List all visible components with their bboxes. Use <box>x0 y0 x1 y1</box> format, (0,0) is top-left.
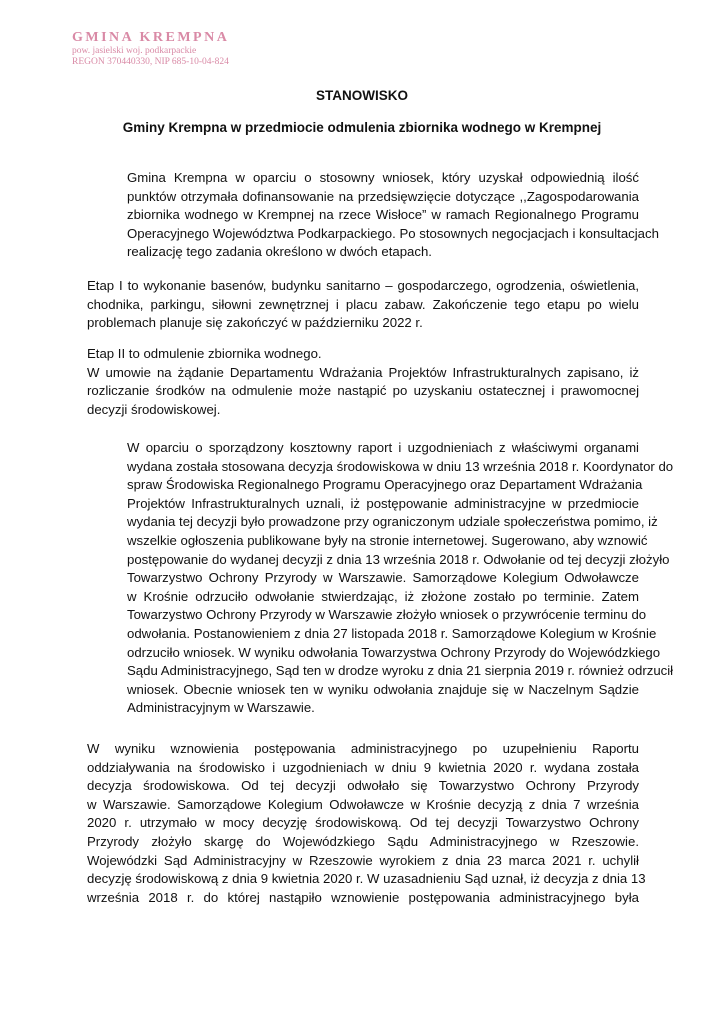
text-line: spraw Środowiska Regionalnego Programu Operacyjnego oraz Departament Wdrażania <box>127 477 643 493</box>
text-line: wszelkie ogłoszenia publikowane były na stronie internetowej. Sugerowano, aby wznowić <box>127 532 648 548</box>
text-line: Wojewódzki Sąd Administracyjny w Rzeszowie wyrokiem z dnia 23 marca 2021 r. uchylił <box>87 852 639 868</box>
text-line: 2020 r. utrzymało w mocy decyzję środowiskową. Od tej decyzji Towarzystwo Ochrony <box>87 815 639 831</box>
text-line: w Krośnie odrzuciło odwołanie stwierdzając, iż złożone zostało po terminie. Zatem <box>127 588 639 604</box>
paragraph-stage-one <box>87 277 639 333</box>
text-line: odwołania. Postanowieniem z dnia 27 listopada 2018 r. Samorządowe Kolegium w Krośnie <box>127 625 657 641</box>
text-line: Etap II to odmulenie zbiornika wodnego. <box>87 346 322 361</box>
text-line: decyzja środowiskowa. Od tej decyzji odwołało się Towarzystwo Ochrony Przyrody <box>87 778 639 794</box>
text-line: Etap I to wykonanie basenów, budynku sanitarno – gospodarczego, ogrodzenia, oświetlenia, <box>87 278 639 293</box>
stamp-name: GMINA KREMPNA <box>72 30 230 45</box>
text-line: realizację tego zadania określono w dwóch etapach. <box>127 244 432 260</box>
paragraph-stage-two <box>87 345 639 419</box>
text-line: Gmina Krempna w oparciu o stosowny wniosek, który uzyskał odpowiednią ilość <box>127 170 639 185</box>
text-line: Towarzystwo Ochrony Przyrody w Warszawie złożyło wniosek o przywrócenie terminu do <box>127 607 647 623</box>
stamp-district: pow. jasielski woj. podkarpackie <box>72 46 197 57</box>
text-line: Projektów Infrastrukturalnych uznali, iż postępowanie administracyjne w przedmiocie <box>127 495 639 511</box>
text-line: w Warszawie. Samorządowe Kolegium Odwoławcze w Krośnie decyzją z dnia 7 września <box>87 796 639 812</box>
text-line: wniosek. Obecnie wniosek ten w wyniku odwołania znajduje się w Naczelnym Sądzie <box>127 681 639 697</box>
text-line: chodnika, parkingu, siłowni zewnętrznej i placu zabaw. Zakończenie tego etapu po wielu <box>87 296 639 312</box>
municipality-stamp <box>72 30 229 68</box>
text-line: Towarzystwo Ochrony Przyrody w Warszawie. Samorządowe Kolegium Odwoławcze <box>127 570 639 586</box>
paragraph-environmental-decision <box>87 439 674 718</box>
text-line: zbiornika wodnego w Krempnej na rzece Wisłoce” w ramach Regionalnego Programu <box>127 207 639 223</box>
text-line: postępowanie do wydanej decyzji z dnia 13 września 2018 r. Odwołanie od tej decyzji złożyło <box>127 551 670 567</box>
text-line: decyzję środowiskową z dnia 9 kwietnia 2020 r. W uzasadnieniu Sąd uznał, iż decyzja z dnia 13 <box>87 871 646 887</box>
text-line: W wyniku wznowienia postępowania administracyjnego po uzupełnieniu Raportu <box>87 741 639 756</box>
text-line: Przyrody złożyło skargę do Wojewódzkiego Sądu Administracyjnego w Rzeszowie. <box>87 833 639 849</box>
text-line: odrzuciło wniosek. W wyniku odwołania Towarzystwa Ochrony Przyrody do Wojewódzkiego <box>127 644 661 660</box>
text-line: Operacyjnego Województwa Podkarpackiego. Po stosownych negocjacjach i konsultacjach <box>127 225 659 241</box>
text-line: problemach planuje się zakończyć w październiku 2022 r. <box>87 315 423 331</box>
text-line: W umowie na żądanie Departamentu Wdrażania Projektów Infrastrukturalnych zapisano, iż <box>87 364 639 380</box>
text-line: rozliczanie środków na odmulenie może nastąpić po uzyskaniu ostatecznej i prawomocnej <box>87 383 639 399</box>
paragraph-funding <box>87 169 659 262</box>
text-line: Sądu Administracyjnego, Sąd ten w drodze wyroku z dnia 21 sierpnia 2019 r. również odrzucił <box>127 663 674 679</box>
text-line: oddziaływania na środowisko i uzgodnieniach w dniu 9 kwietnia 2020 r. wydana została <box>87 759 639 775</box>
text-line: W oparciu o sporządzony kosztowny raport i uzgodnieniach z właściwymi organami <box>127 440 639 455</box>
text-line: Administracyjnym w Warszawie. <box>127 700 315 716</box>
text-line: wydania tej decyzji było prowadzone przy ograniczonym udziale społeczeństwa pomimo, iż <box>127 514 658 530</box>
paragraph-resumed-proceedings <box>87 740 646 907</box>
text-line: decyzji środowiskowej. <box>87 401 221 417</box>
stamp-regon-nip: REGON 370440330, NIP 685-10-04-824 <box>72 57 229 68</box>
text-line: punktów otrzymała dofinansowanie na przedsięwzięcie dotyczące ,,Zagospodarowania <box>127 188 639 204</box>
text-line: wydana została stosowana decyzja środowiskowa w dniu 13 września 2018 r. Koordynator do <box>127 458 674 474</box>
text-line: września 2018 r. do której nastąpiło wznowienie postępowania administracyjnego była <box>87 889 639 905</box>
document-heading: STANOWISKO <box>316 88 408 103</box>
document-subheading: Gminy Krempna w przedmiocie odmulenia zbiornika wodnego w Krempnej <box>122 120 602 135</box>
